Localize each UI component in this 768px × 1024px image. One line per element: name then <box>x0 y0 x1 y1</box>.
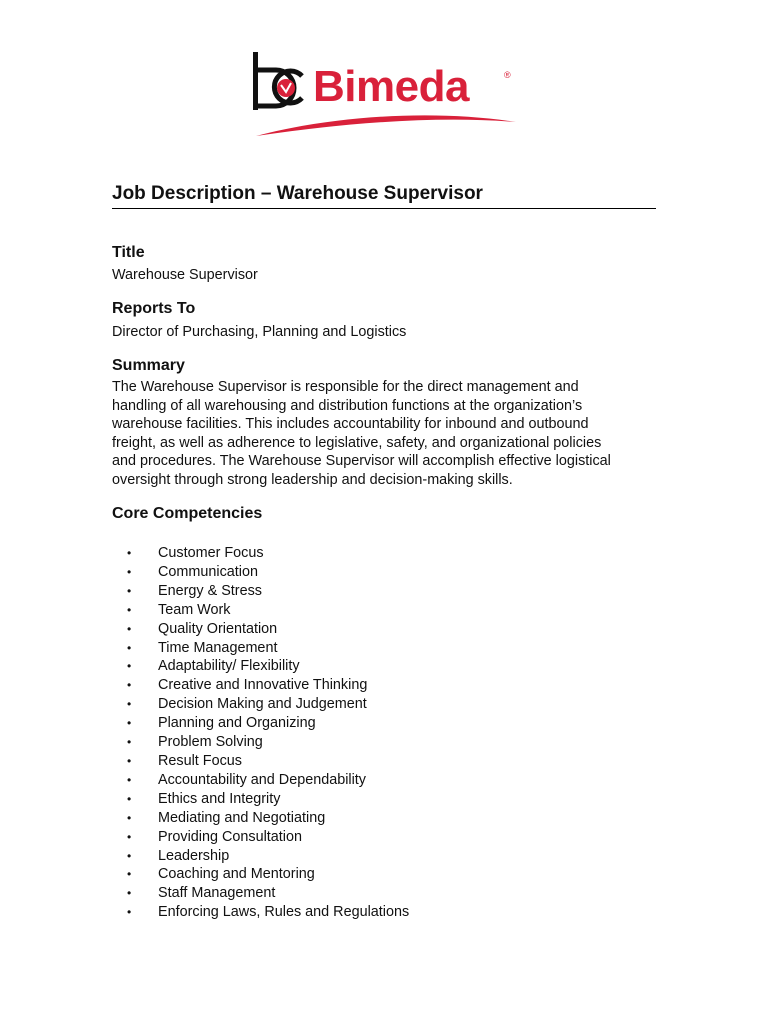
list-item <box>112 809 409 828</box>
bullet: • <box>127 697 132 712</box>
title-heading: Title <box>112 244 145 261</box>
list-item <box>112 733 409 752</box>
competency-label: Customer Focus <box>158 545 264 561</box>
summary-heading: Summary <box>112 357 185 374</box>
competency-label: Communication <box>158 563 258 580</box>
list-item <box>112 903 409 922</box>
document-title: Job Description – Warehouse Supervisor <box>112 180 656 209</box>
bullet: • <box>127 716 132 731</box>
bullet: • <box>127 791 132 806</box>
list-item <box>112 884 409 903</box>
reports-to-heading: Reports To <box>112 300 196 317</box>
bullet: • <box>127 829 132 844</box>
competency-label: Ethics and Integrity <box>158 790 281 807</box>
competency-label: Accountability and Dependability <box>158 771 366 788</box>
competency-label: Staff Management <box>158 885 276 902</box>
bullet: • <box>127 583 132 598</box>
bullet: • <box>127 905 132 920</box>
list-item <box>112 847 409 866</box>
bullet: • <box>127 564 132 579</box>
competency-label: Time Management <box>158 639 278 656</box>
registered-mark: ® <box>504 70 511 80</box>
list-item <box>112 790 409 809</box>
bullet: • <box>127 621 132 636</box>
reports-to-value: Director of Purchasing, Planning and Logistics <box>112 324 407 340</box>
list-item <box>112 865 409 884</box>
competency-label: Leadership <box>158 847 230 864</box>
bullet: • <box>127 867 132 882</box>
competency-label: Providing Consultation <box>158 828 302 845</box>
list-item <box>112 828 409 847</box>
summary-text: The Warehouse Supervisor is responsible for the direct management and handling of all warehousing and distribution functions at the organization’s warehouse facilities. This includes accountability for inbound and outbound freight, as well as adherence to legislative, safety, and organizational policies and procedures. The Warehouse Supervisor will accomplish effective logistical oversight through strong leadership and decision-making skills. <box>112 379 611 488</box>
bullet: • <box>127 886 132 901</box>
bullet: • <box>127 546 132 560</box>
competency-label: Decision Making and Judgement <box>158 696 367 713</box>
competency-label: Quality Orientation <box>158 620 278 637</box>
bullet: • <box>127 659 132 674</box>
logo-wordmark: Bimeda <box>313 62 469 111</box>
competency-label: Enforcing Laws, Rules and Regulations <box>158 904 410 921</box>
bimeda-logo <box>250 48 522 140</box>
list-item <box>112 714 409 733</box>
competencies-list <box>112 544 409 922</box>
bullet: • <box>127 753 132 768</box>
bullet: • <box>127 735 132 750</box>
competency-label: Planning and Organizing <box>158 715 316 732</box>
competency-label: Team Work <box>158 601 231 618</box>
list-item <box>112 676 409 695</box>
competency-label: Mediating and Negotiating <box>158 809 326 826</box>
list-item <box>112 544 409 563</box>
bullet: • <box>127 772 132 787</box>
bullet: • <box>127 678 132 693</box>
list-item <box>112 620 409 639</box>
competency-label: Creative and Innovative Thinking <box>158 677 368 694</box>
list-item <box>112 639 409 658</box>
list-item <box>112 601 409 620</box>
list-item <box>112 695 409 714</box>
list-item <box>112 771 409 790</box>
title-value: Warehouse Supervisor <box>112 267 258 283</box>
competency-label: Coaching and Mentoring <box>158 866 315 883</box>
core-competencies-heading: Core Competencies <box>112 505 263 522</box>
competency-label: Energy & Stress <box>158 582 262 599</box>
list-item <box>112 752 409 771</box>
competency-label: Problem Solving <box>158 734 263 751</box>
bullet: • <box>127 640 132 655</box>
bullet: • <box>127 602 132 617</box>
logo-swoosh-icon <box>250 110 522 140</box>
list-item <box>112 582 409 601</box>
bimeda-logo-mark-icon <box>250 48 312 118</box>
bullet: • <box>127 848 132 863</box>
list-item <box>112 563 409 582</box>
list-item <box>112 657 409 676</box>
competency-label: Result Focus <box>158 752 242 769</box>
competency-label: Adaptability/ Flexibility <box>158 658 300 675</box>
bullet: • <box>127 810 132 825</box>
